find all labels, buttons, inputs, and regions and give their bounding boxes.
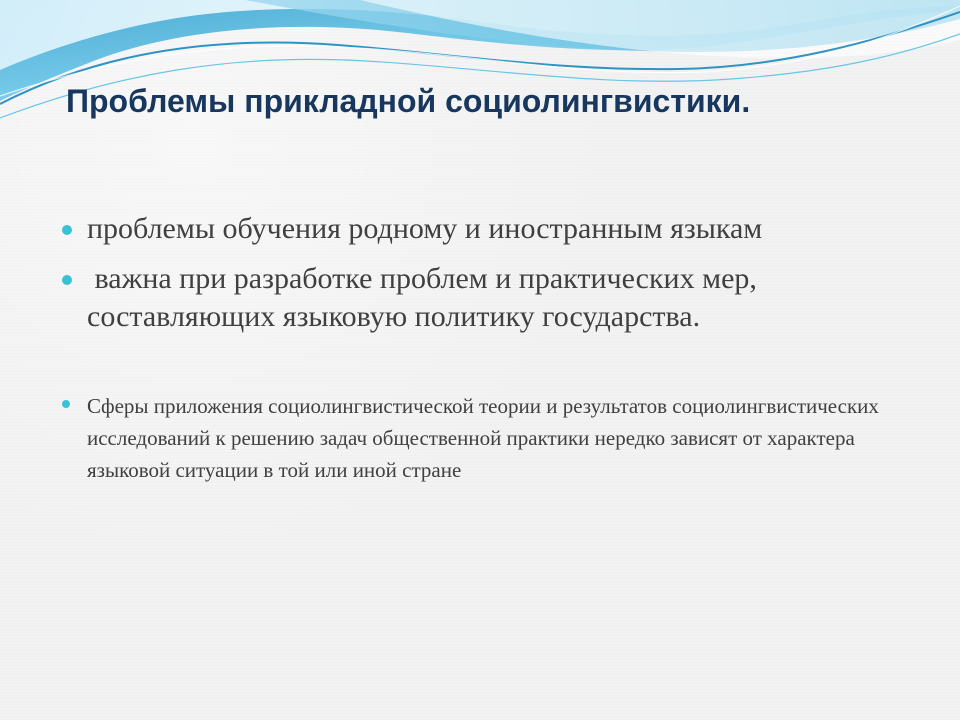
slide-title: Проблемы прикладной социолингвистики. xyxy=(66,83,751,119)
bullet-item xyxy=(62,390,902,486)
bullet-item xyxy=(62,210,902,248)
bullet-item xyxy=(62,260,902,336)
bullet-dot-icon xyxy=(62,275,72,285)
bullet-text: проблемы обучения родному и иностранным языкам xyxy=(87,212,763,245)
bullet-dot-icon xyxy=(62,400,70,408)
bullet-list xyxy=(62,210,902,486)
bullet-dot-icon xyxy=(62,225,72,235)
bullet-text: Сферы приложения социолингвистической теории и результатов социолингвистических исследований к решению задач общественной практики нередко зависят от характера языковой ситуации в той или иной стране xyxy=(87,394,879,482)
bullet-text: важна при разработке проблем и практических мер, составляющих языковую политику государства. xyxy=(87,262,765,333)
